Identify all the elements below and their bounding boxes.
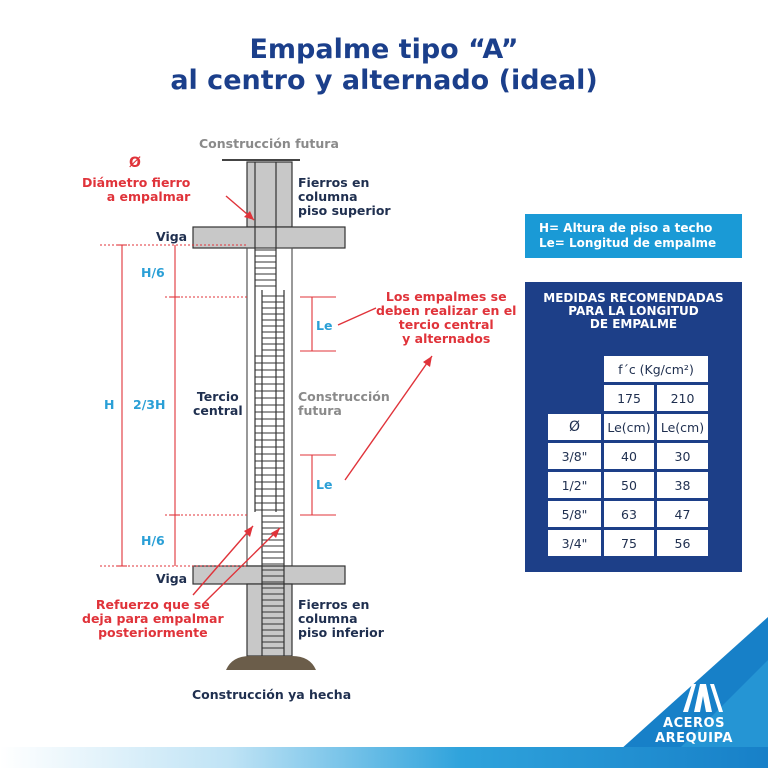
splice-note: Los empalmes se deben realizar en el tercio central y alternados [376,289,517,346]
le-header-175: Le(cm) [604,414,654,440]
arrowhead-2 [423,356,432,367]
ground [226,656,316,670]
brand-name: ACEROS AREQUIPA [655,716,733,746]
h6-bottom-label: H/6 [141,533,165,548]
fc-header: f´c (Kg/cm²) [604,356,708,382]
row-value-210: 38 [657,472,708,498]
reinforcement-note: Refuerzo que se deja para empalmar posteriormente [82,597,224,640]
splice-leader-1 [338,308,376,325]
row-diameter: 1/2" [548,472,601,498]
h6-top-label: H/6 [141,265,165,280]
lower-column-concrete [247,584,292,656]
table-title: MEDIDAS RECOMENDADAS PARA LA LONGITUD DE EMPALME [543,291,724,331]
top-beam [193,227,345,248]
diameter-header: Ø [548,414,601,440]
legend-line-1: H= Altura de piso a techo [539,221,713,235]
bottom-beam-label: Viga [156,571,188,586]
row-value-175: 50 [604,472,654,498]
diameter-symbol: Ø [129,155,141,171]
legend-box [525,214,742,258]
lower-bars-label: Fierros en columna piso inferior [298,597,384,640]
bottom-gradient-bar [0,747,768,768]
le-header-210: Le(cm) [657,414,708,440]
diameter-label: Diámetro fierro a empalmar [82,175,191,204]
row-value-175: 75 [604,530,654,556]
title-line-1: Empalme tipo “A” [249,34,519,65]
le-top-label: Le [316,318,333,333]
splice-length-table [525,282,742,572]
top-future-label: Construcción futura [199,136,339,151]
upper-column-concrete [247,162,292,227]
row-value-175: 40 [604,443,654,469]
row-value-210: 30 [657,443,708,469]
row-diameter: 5/8" [548,501,601,527]
h-label: H [104,397,115,412]
le-bottom-label: Le [316,477,333,492]
fc-210: 210 [657,385,708,411]
bottom-construction-label: Construcción ya hecha [192,687,352,702]
splice-leader-2 [345,356,432,480]
future-mid-label: Construcción futura [298,389,390,418]
legend-line-2: Le= Longitud de empalme [539,236,717,250]
row-value-210: 47 [657,501,708,527]
upper-bars-label: Fierros en columna piso superior [298,175,391,218]
middle-third-label: Tercio central [193,389,243,418]
row-value-175: 63 [604,501,654,527]
row-diameter: 3/8" [548,443,601,469]
row-value-210: 56 [657,530,708,556]
row-diameter: 3/4" [548,530,601,556]
fc-175: 175 [604,385,654,411]
two-thirds-label: 2/3H [133,397,166,412]
title-line-2: al centro y alternado (ideal) [170,65,598,96]
top-beam-label: Viga [156,229,188,244]
